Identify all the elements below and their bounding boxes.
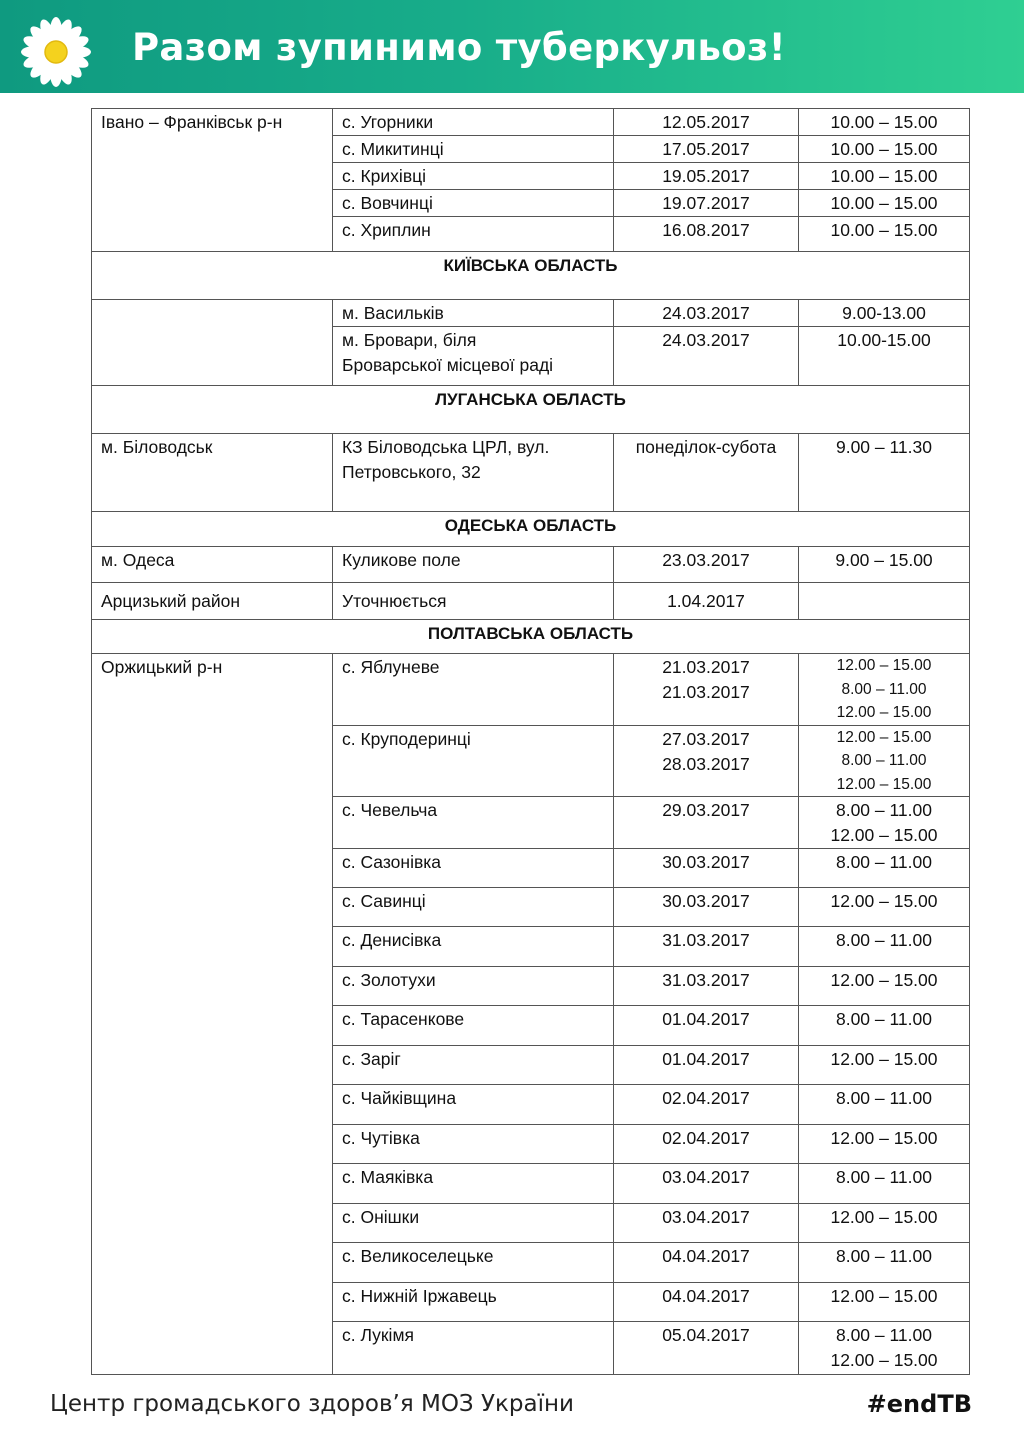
place-cell: с. Золотухи [333, 967, 614, 1006]
time-cell: 8.00 – 11.00 [799, 927, 970, 967]
time-line: 12.00 – 15.00 [830, 1350, 938, 1370]
time-cell [799, 583, 970, 620]
place-line: м. Бровари, біля [342, 330, 477, 350]
time-cell: 9.00 – 15.00 [799, 547, 970, 583]
section-row [92, 620, 970, 654]
district-cell: м. Біловодськ [92, 434, 333, 512]
place-cell: с. Тарасенкове [333, 1006, 614, 1046]
time-line: 8.00 – 11.00 [835, 800, 932, 820]
date-cell: 31.03.2017 [614, 927, 799, 967]
date-cell: 04.04.2017 [614, 1243, 799, 1283]
place-cell: с. Онішки [333, 1204, 614, 1243]
date-cell: 19.07.2017 [614, 190, 799, 217]
date-cell: 30.03.2017 [614, 849, 799, 888]
time-cell [799, 797, 970, 849]
date-cell: 16.08.2017 [614, 217, 799, 252]
place-cell: Куликове поле [333, 547, 614, 583]
time-cell: 12.00 – 15.00 [799, 1046, 970, 1085]
date-cell: 02.04.2017 [614, 1085, 799, 1125]
place-cell [333, 434, 614, 512]
district-cell [92, 300, 333, 386]
section-heading-poltava: ПОЛТАВСЬКА ОБЛАСТЬ [92, 620, 970, 654]
date-cell [614, 654, 799, 726]
time-cell: 8.00 – 11.00 [799, 1243, 970, 1283]
date-line: 28.03.2017 [662, 753, 750, 774]
place-cell: с. Угорники [333, 109, 614, 136]
time-line: 12.00 – 15.00 [836, 704, 932, 721]
place-cell: с. Маяківка [333, 1164, 614, 1204]
place-cell: с. Чутівка [333, 1125, 614, 1164]
date-cell: 31.03.2017 [614, 967, 799, 1006]
section-row [92, 386, 970, 434]
time-cell: 12.00 – 15.00 [799, 1283, 970, 1322]
place-cell: с. Савинці [333, 888, 614, 927]
time-line: 12.00 – 15.00 [836, 775, 932, 793]
date-line: 21.03.2017 [662, 657, 750, 677]
place-cell: Уточнюється [333, 583, 614, 620]
time-cell: 9.00 – 11.30 [799, 434, 970, 512]
section-heading-kyiv: КИЇВСЬКА ОБЛАСТЬ [92, 252, 970, 300]
date-cell: 24.03.2017 [614, 327, 799, 386]
date-cell: 01.04.2017 [614, 1046, 799, 1085]
district-cell: Оржицький р-н [92, 654, 333, 1375]
date-cell: понеділок-субота [614, 434, 799, 512]
date-cell: 02.04.2017 [614, 1125, 799, 1164]
time-line: 8.00 – 11.00 [841, 680, 927, 698]
place-cell: с. Великоселецьке [333, 1243, 614, 1283]
time-cell: 12.00 – 15.00 [799, 888, 970, 927]
district-cell: Арцизький район [92, 583, 333, 620]
date-cell: 29.03.2017 [614, 797, 799, 849]
section-row [92, 512, 970, 547]
date-line: 21.03.2017 [662, 682, 750, 702]
date-cell: 01.04.2017 [614, 1006, 799, 1046]
place-cell: с. Микитинці [333, 136, 614, 163]
table-row [92, 547, 970, 583]
time-cell: 8.00 – 11.00 [799, 1006, 970, 1046]
daisy-flower-icon [20, 16, 92, 88]
time-cell [799, 1322, 970, 1375]
date-cell: 05.04.2017 [614, 1322, 799, 1375]
time-line: 12.00 – 15.00 [836, 657, 932, 674]
place-cell: с. Круподеринці [333, 725, 614, 797]
district-cell: Івано – Франківськ р-н [92, 109, 333, 252]
place-cell: с. Крихівці [333, 163, 614, 190]
date-cell: 17.05.2017 [614, 136, 799, 163]
time-line: 12.00 – 15.00 [836, 728, 932, 746]
table-row [92, 434, 970, 512]
table-row [92, 109, 970, 136]
time-cell: 10.00 – 15.00 [799, 109, 970, 136]
place-cell: с. Заріг [333, 1046, 614, 1085]
time-cell: 8.00 – 11.00 [799, 849, 970, 888]
place-cell: с. Нижній Іржавець [333, 1283, 614, 1322]
date-cell: 19.05.2017 [614, 163, 799, 190]
time-cell: 10.00 – 15.00 [799, 136, 970, 163]
time-line: 12.00 – 15.00 [830, 825, 938, 845]
time-cell [799, 654, 970, 726]
place-cell: с. Хриплин [333, 217, 614, 252]
place-cell: с. Сазонівка [333, 849, 614, 888]
footer-organization: Центр громадського здоров’я МОЗ України [50, 1391, 574, 1417]
section-heading-odesa: ОДЕСЬКА ОБЛАСТЬ [92, 512, 970, 547]
time-cell: 10.00 – 15.00 [799, 190, 970, 217]
section-heading-luhansk: ЛУГАНСЬКА ОБЛАСТЬ [92, 386, 970, 434]
place-cell: с. Чевельча [333, 797, 614, 849]
time-cell: 8.00 – 11.00 [799, 1085, 970, 1125]
time-cell: 10.00-15.00 [799, 327, 970, 386]
place-cell: с. Чайківщина [333, 1085, 614, 1125]
time-line: 8.00 – 11.00 [841, 752, 927, 769]
section-row [92, 252, 970, 300]
time-cell: 10.00 – 15.00 [799, 217, 970, 252]
time-cell: 10.00 – 15.00 [799, 163, 970, 190]
date-line: 27.03.2017 [662, 728, 750, 749]
page-header [0, 0, 1024, 93]
place-line: Броварської місцевої раді [342, 355, 554, 375]
time-line: 8.00 – 11.00 [835, 1325, 932, 1345]
place-cell: с. Вовчинці [333, 190, 614, 217]
date-cell: 30.03.2017 [614, 888, 799, 927]
place-cell: м. Васильків [333, 300, 614, 327]
place-cell [333, 327, 614, 386]
table-row [92, 583, 970, 620]
place-cell: с. Лукімя [333, 1322, 614, 1375]
date-cell: 12.05.2017 [614, 109, 799, 136]
table-row [92, 300, 970, 327]
date-cell [614, 725, 799, 797]
schedule-table [91, 108, 970, 1375]
time-cell [799, 725, 970, 797]
date-cell: 03.04.2017 [614, 1164, 799, 1204]
place-line: Петровського, 32 [342, 462, 481, 482]
date-cell: 1.04.2017 [614, 583, 799, 620]
place-cell: с. Яблуневе [333, 654, 614, 726]
table-row [92, 654, 970, 726]
date-cell: 23.03.2017 [614, 547, 799, 583]
time-cell: 12.00 – 15.00 [799, 967, 970, 1006]
date-cell: 04.04.2017 [614, 1283, 799, 1322]
place-cell: с. Денисівка [333, 927, 614, 967]
date-cell: 24.03.2017 [614, 300, 799, 327]
time-cell: 9.00-13.00 [799, 300, 970, 327]
page-title: Разом зупинимо туберкульоз! [132, 26, 786, 69]
time-cell: 8.00 – 11.00 [799, 1164, 970, 1204]
time-cell: 12.00 – 15.00 [799, 1204, 970, 1243]
date-cell: 03.04.2017 [614, 1204, 799, 1243]
footer-hashtag: #endTB [866, 1390, 972, 1418]
place-line: КЗ Біловодська ЦРЛ, вул. [342, 437, 550, 457]
district-cell: м. Одеса [92, 547, 333, 583]
time-cell: 12.00 – 15.00 [799, 1125, 970, 1164]
